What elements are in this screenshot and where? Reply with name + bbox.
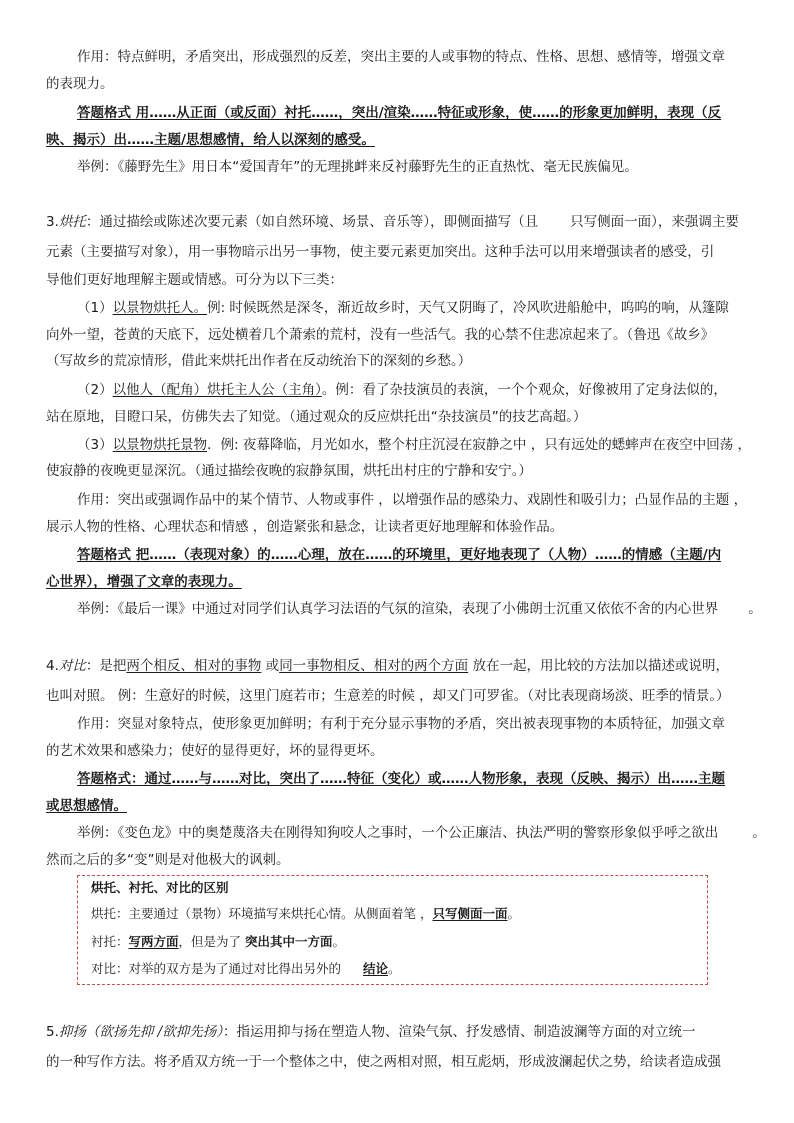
answer-format: 答题格式 把……（表现对象）的……心理，放在……的环境里，更好地表现了（人物）……的情感（主题/内: [77, 547, 722, 563]
effect-text: 作用：突显对象特点，使形象更加鲜明；有利于充分显示事物的矛盾，突出被表现事物的本质特征，加强文章: [77, 716, 725, 732]
box-row-duibi: 对比：对举的双方是为了通过对比得出另外的 结论。: [91, 961, 401, 976]
example-text: 举例：《变色龙》中的奥楚蔑洛夫在刚得知狗咬人之事时，一个公正廉洁、执法严明的警察形象似乎呼之欲出 。: [77, 825, 766, 841]
answer-format: 答题格式：通过……与……对比，突出了……特征（变化）或……人物形象，表现（反映、揭示）出……主题: [77, 771, 725, 787]
effect-text-cont: 的表现力。: [46, 76, 114, 92]
section-5-definition: 5.抑扬（欲扬先抑 /欲抑先扬）：指运用抑与扬在塑造人物、渲染气氛、抒发感情、制造波澜等方面的对立统一: [46, 1024, 696, 1040]
category-2-cont: 站在原地，目瞪口呆，仿佛失去了知觉。（通过观众的反应烘托出“杂技演员”的技艺高超。）: [46, 409, 587, 425]
example-text: 举例：《最后一课》中通过对同学们认真学习法语的气氛的渲染，表现了小佛朗士沉重又依依不舍的内心世界 。: [77, 601, 762, 617]
effect-text: 作用：特点鲜明，矛盾突出，形成强烈的反差，突出主要的人或事物的特点、性格、思想、感情等，增强文章: [77, 49, 725, 65]
example-text: 举例：《藤野先生》用日本“爱国青年”的无理挑衅来反衬藤野先生的正直热忱、毫无民族偏见。: [77, 159, 638, 175]
answer-format-cont: 心世界），增强了文章的表现力。: [46, 574, 242, 590]
box-row-chentuo: 衬托：写两方面，但是为了 突出其中一方面。: [91, 934, 346, 949]
section-3-definition-cont2: 导他们更好地理解主题或情感。可分为以下三类：: [46, 272, 343, 288]
section-title: 抑扬（欲扬先抑 /欲抑先扬）: [58, 1024, 223, 1040]
answer-format-cont: 映、揭示）出……主题/思想感情，给人以深刻的感受。: [46, 132, 375, 148]
section-title: 烘托: [58, 214, 86, 230]
section-number: 4.: [46, 658, 59, 674]
section-number: 5.: [46, 1024, 59, 1040]
effect-text-cont: 的艺术效果和感染力；使好的显得更好，坏的显得更坏。: [46, 743, 384, 759]
answer-format: 答题格式 用……从正面（或反面）衬托……，突出/渲染……特征或形象，使……的形象更加鲜明，表现（反: [77, 105, 722, 121]
section-3-definition: 3.烘托：通过描绘或陈述次要元素（如自然环境、场景、音乐等），即侧面描写（且 只写侧面一面），来强调主要: [46, 214, 739, 230]
comparison-box: [77, 875, 708, 985]
box-row-hongtuo: 烘托：主要通过（景物）环境描写来烘托心情。从侧面着笔 ，只写侧面一面。: [91, 906, 521, 921]
section-3-definition-cont: 元素（主要描写对象），用一事物暗示出另一事物，使主要元素更加突出。这种手法可以用来增强读者的感受，引: [46, 244, 715, 260]
answer-format-cont: 或思想感情。: [46, 798, 127, 814]
section-title: 对比: [58, 658, 86, 674]
section-4-definition: 4.对比：是把两个相反、相对的事物 或同一事物相反、相对的两个方面 放在一起，用比较的方法加以描述或说明，: [46, 658, 729, 674]
example-text-cont: 然而之后的多“变”则是对他极大的讽刺。: [46, 852, 290, 868]
section-5-definition-cont: 的一种写作方法。将矛盾双方统一于一个整体之中，使之两相对照，相互彪炳，形成波澜起伏之势，给读者造成强: [46, 1054, 721, 1070]
category-1-note: （写故乡的荒凉情形，借此来烘托出作者在反动统治下的深刻的乡愁。）: [46, 353, 472, 369]
section-4-definition-cont: 也叫对照。 例：生意好的时候，这里门庭若市；生意差的时候 ，却又门可罗雀。（对比表现商场淡、旺季的情景。）: [46, 688, 730, 704]
category-1: （1）以景物烘托人。例: 时候既然是深冬，渐近故乡时，天气又阴晦了，冷风吹进船舱中，呜呜的响，从篷隙: [77, 300, 729, 316]
category-3: （3）以景物烘托景物．例: 夜幕降临，月光如水，整个村庄沉浸在寂静之中 ，只有远处的蟋蟀声在夜空中回荡 ，: [77, 437, 752, 453]
category-1-cont: 向外一望，苍黄的天底下，远处横着几个萧索的荒村，没有一些活气。我的心禁不住悲凉起来了。（鲁迅《故乡》: [46, 327, 715, 343]
section-number: 3.: [46, 214, 59, 230]
effect-text-cont: 展示人物的性格、心理状态和情感 ，创造紧张和悬念，让读者更好地理解和体验作品。: [46, 519, 564, 535]
effect-text: 作用：突出或强调作品中的某个情节、人物或事件 ，以增强作品的感染力、戏剧性和吸引力；凸显作品的主题 ，: [77, 492, 748, 508]
box-title: 烘托、衬托、对比的区别: [91, 880, 229, 895]
category-2: （2）以他人（配角）烘托主人公（主角）。例：看了杂技演员的表演，一个个观众，好像被用了定身法似的，: [77, 382, 727, 398]
category-3-cont: 使寂静的夜晚更显深沉。（通过描绘夜晚的寂静氛围，烘托出村庄的宁静和安宁。）: [46, 463, 532, 479]
